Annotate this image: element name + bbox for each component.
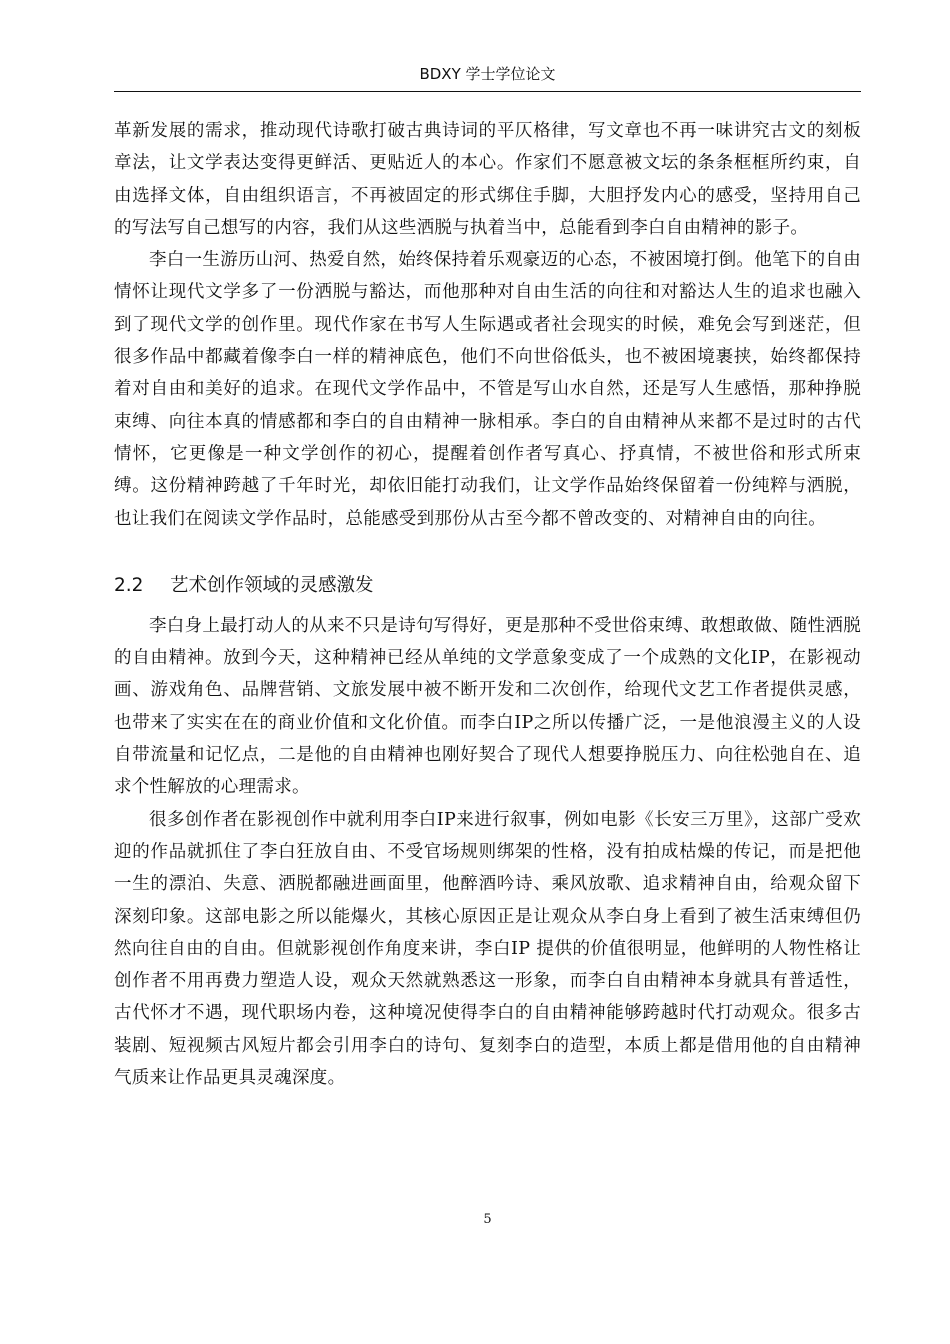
section-title: 艺术创作领域的灵感激发 — [170, 574, 374, 596]
body-text — [114, 115, 861, 1094]
section-number: 2.2 — [114, 574, 144, 596]
paragraph: 李白身上最打动人的从来不只是诗句写得好，更是那种不受世俗束缚、敢想敢做、随性洒脱的自由精神。放到今天，这种精神已经从单纯的文学意象变成了一个成熟的文化IP，在影视动画、游戏角色、品牌营销、文旅发展中被不断开发和二次创作，给现代文艺工作者提供灵感，也带来了实实在在的商业价值和文化价值。而李白IP之所以传播广泛，一是他浪漫主义的人设自带流量和记忆点，二是他的自由精神也刚好契合了现代人想要挣脱压力、向往松弛自在、追求个性解放的心理需求。 — [114, 615, 861, 798]
paragraph-continued: 革新发展的需求，推动现代诗歌打破古典诗词的平仄格律，写文章也不再一味讲究古文的刻板章法，让文学表达变得更鲜活、更贴近人的本心。作家们不愿意被文坛的条条框框所约束，自由选择文体，自由组织语言，不再被固定的形式绑住手脚，大胆抒发内心的感受，坚持用自己的写法写自己想写的内容，我们从这些洒脱与执着当中，总能看到李白自由精神的影子。 — [114, 121, 861, 238]
paragraph: 很多创作者在影视创作中就利用李白IP来进行叙事，例如电影《长安三万里》，这部广受欢迎的作品就抓住了李白狂放自由、不受官场规则绑架的性格，没有拍成枯燥的传记，而是把他一生的漂泊、失意、洒脱都融进画面里，他醉酒吟诗、乘风放歌、追求精神自由，给观众留下深刻印象。这部电影之所以能爆火，其核心原因正是让观众从李白身上看到了被生活束缚但仍然向往自由的自由。但就影视创作角度来讲，李白IP 提供的价值很明显，他鲜明的人物性格让创作者不用再费力塑造人设，观众天然就熟悉这一形象，而李白自由精神本身就具有普适性，古代怀才不遇，现代职场内卷，这种境况使得李白的自由精神能够跨越时代打动观众。很多古装剧、短视频古风短片都会引用李白的诗句、复刻李白的造型，本质上都是借用他的自由精神气质来让作品更具灵魂深度。 — [114, 809, 861, 1089]
running-header: BDXY 学士学位论文 — [419, 65, 556, 83]
paragraph: 李白一生游历山河、热爱自然，始终保持着乐观豪迈的心态，不被困境打倒。他笔下的自由情怀让现代文学多了一份洒脱与豁达，而他那种对自由生活的向往和对豁达人生的追求也融入到了现代文学的创作里。现代作家在书写人生际遇或者社会现实的时候，难免会写到迷茫，但很多作品中都藏着像李白一样的精神底色，他们不向世俗低头，也不被困境裹挟，始终都保持着对自由和美好的追求。在现代文学作品中，不管是写山水自然，还是写人生感悟，那种挣脱束缚、向往本真的情感都和李白的自由精神一脉相承。李白的自由精神从来都不是过时的古代情怀，它更像是一种文学创作的初心，提醒着创作者写真心、抒真情，不被世俗和形式所束缚。这份精神跨越了千年时光，却依旧能打动我们，让文学作品始终保留着一份纯粹与洒脱，也让我们在阅读文学作品时，总能感受到那份从古至今都不曾改变的、对精神自由的向往。 — [114, 250, 861, 529]
section-heading — [114, 572, 861, 600]
page-number: 5 — [483, 1212, 492, 1227]
header-rule — [114, 91, 861, 92]
